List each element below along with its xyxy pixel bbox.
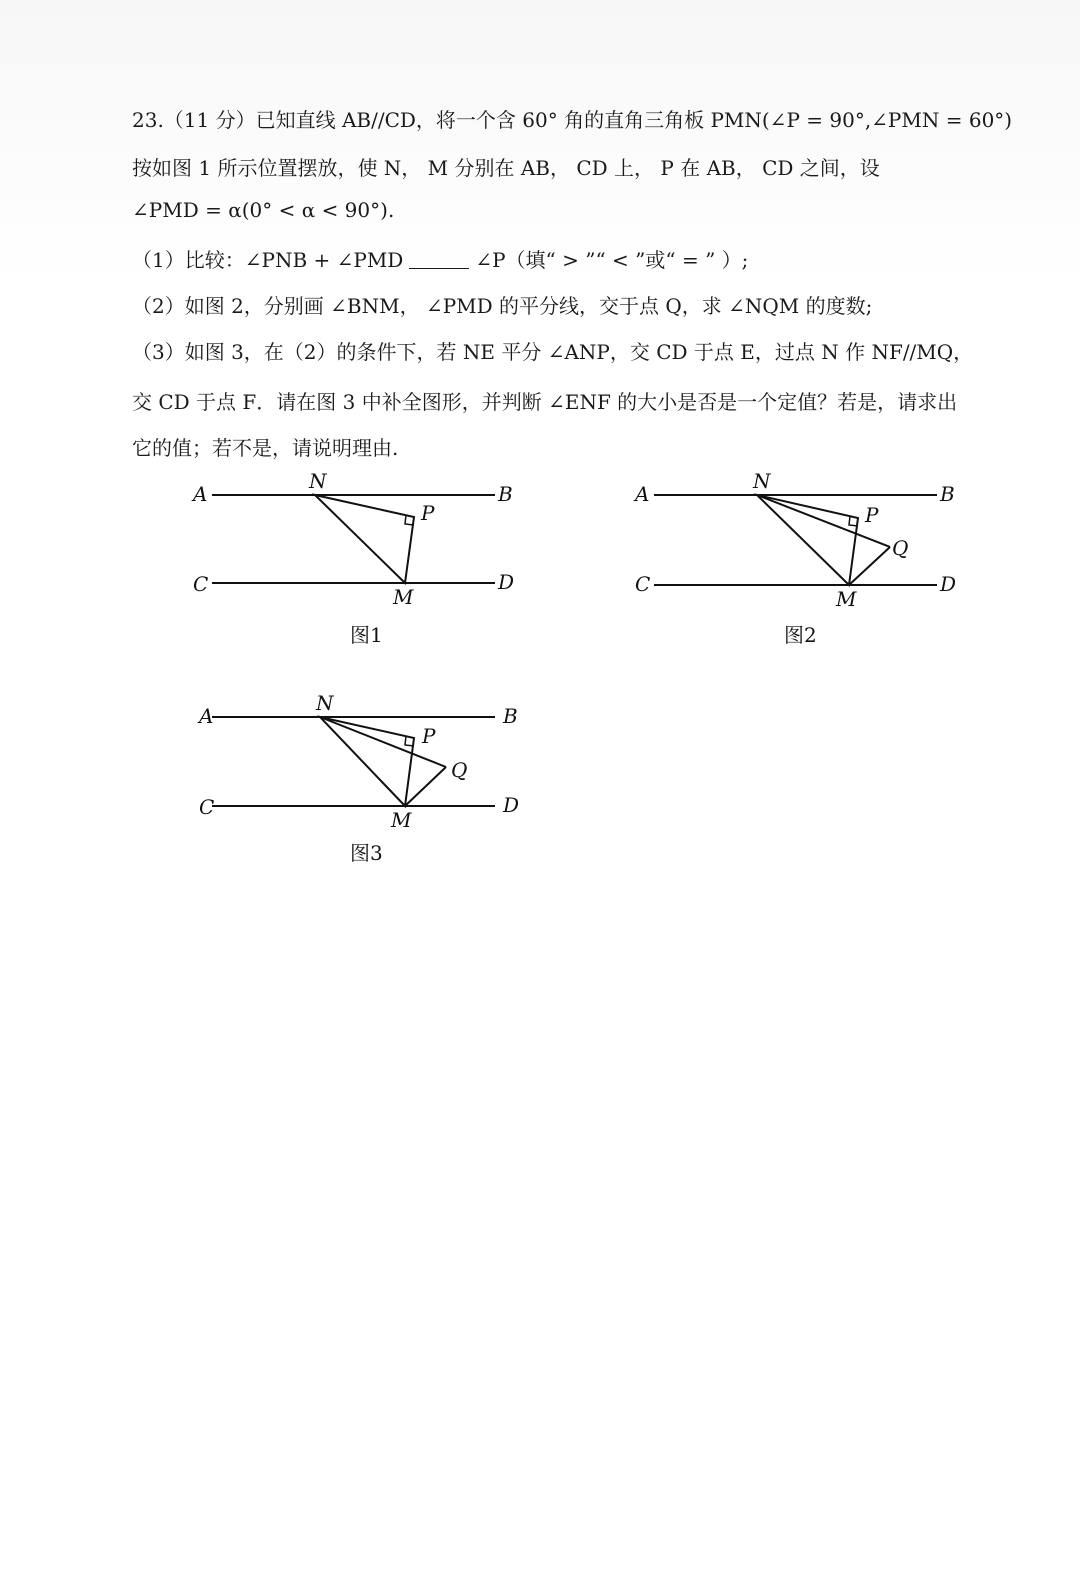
figure-2 <box>632 470 972 655</box>
question-3-line-2: 交 CD 于点 F．请在图 3 中补全图形，并判断 ∠ENF 的大小是否是一个定值？若是，请求出 <box>132 390 958 414</box>
bisector-mq <box>849 547 890 585</box>
label-n: N <box>316 691 334 715</box>
label-d: D <box>503 793 520 817</box>
question-1 <box>132 244 748 273</box>
label-p: P <box>422 724 436 748</box>
problem-line-3: ∠PMD = α(0° < α < 90°). <box>132 198 395 222</box>
triangle-pmn <box>315 495 414 583</box>
question-1-suffix: ∠P（填“ > ”“ < ”或“ = ” ）; <box>475 248 749 272</box>
answer-blank <box>409 268 469 269</box>
label-b: B <box>940 482 955 506</box>
label-a: A <box>193 482 208 506</box>
label-a: A <box>635 482 650 506</box>
label-d: D <box>940 572 957 596</box>
label-b: B <box>498 482 513 506</box>
label-c: C <box>193 572 209 596</box>
figure-3 <box>190 690 530 875</box>
label-n: N <box>753 470 771 493</box>
triangle-pmn <box>320 717 414 806</box>
figure-1-caption: 图1 <box>350 623 383 647</box>
triangle-pmn <box>757 495 858 585</box>
label-a: A <box>199 704 214 728</box>
question-3-line-1: （3）如图 3，在（2）的条件下，若 NE 平分 ∠ANP，交 CD 于点 E，过点 N 作 NF//MQ， <box>132 340 974 364</box>
label-d: D <box>498 570 515 594</box>
label-q: Q <box>892 536 909 560</box>
problem-line-1: 23.（11 分）已知直线 AB//CD，将一个含 60° 角的直角三角板 PMN(∠P = 90°,∠PMN = 60°) <box>132 108 1013 132</box>
label-p: P <box>421 501 435 525</box>
label-m: M <box>836 587 857 611</box>
label-c: C <box>199 795 215 819</box>
question-2: （2）如图 2，分别画 ∠BNM， ∠PMD 的平分线，交于点 Q，求 ∠NQM 的度数; <box>132 294 873 318</box>
label-c: C <box>635 572 651 596</box>
figure-2-caption: 图2 <box>784 623 817 647</box>
figure-1 <box>190 470 530 655</box>
question-3-line-3: 它的值；若不是，请说明理由. <box>132 436 399 460</box>
bisector-mq <box>405 767 446 806</box>
question-1-prefix: （1）比较：∠PNB + ∠PMD <box>132 248 404 272</box>
figure-3-caption: 图3 <box>350 841 383 865</box>
label-m: M <box>391 808 412 832</box>
label-m: M <box>393 585 414 609</box>
label-n: N <box>309 470 327 493</box>
label-q: Q <box>451 758 468 782</box>
problem-line-2: 按如图 1 所示位置摆放，使 N， M 分别在 AB， CD 上， P 在 AB， CD 之间，设 <box>132 156 880 180</box>
label-b: B <box>503 704 518 728</box>
label-p: P <box>865 503 879 527</box>
